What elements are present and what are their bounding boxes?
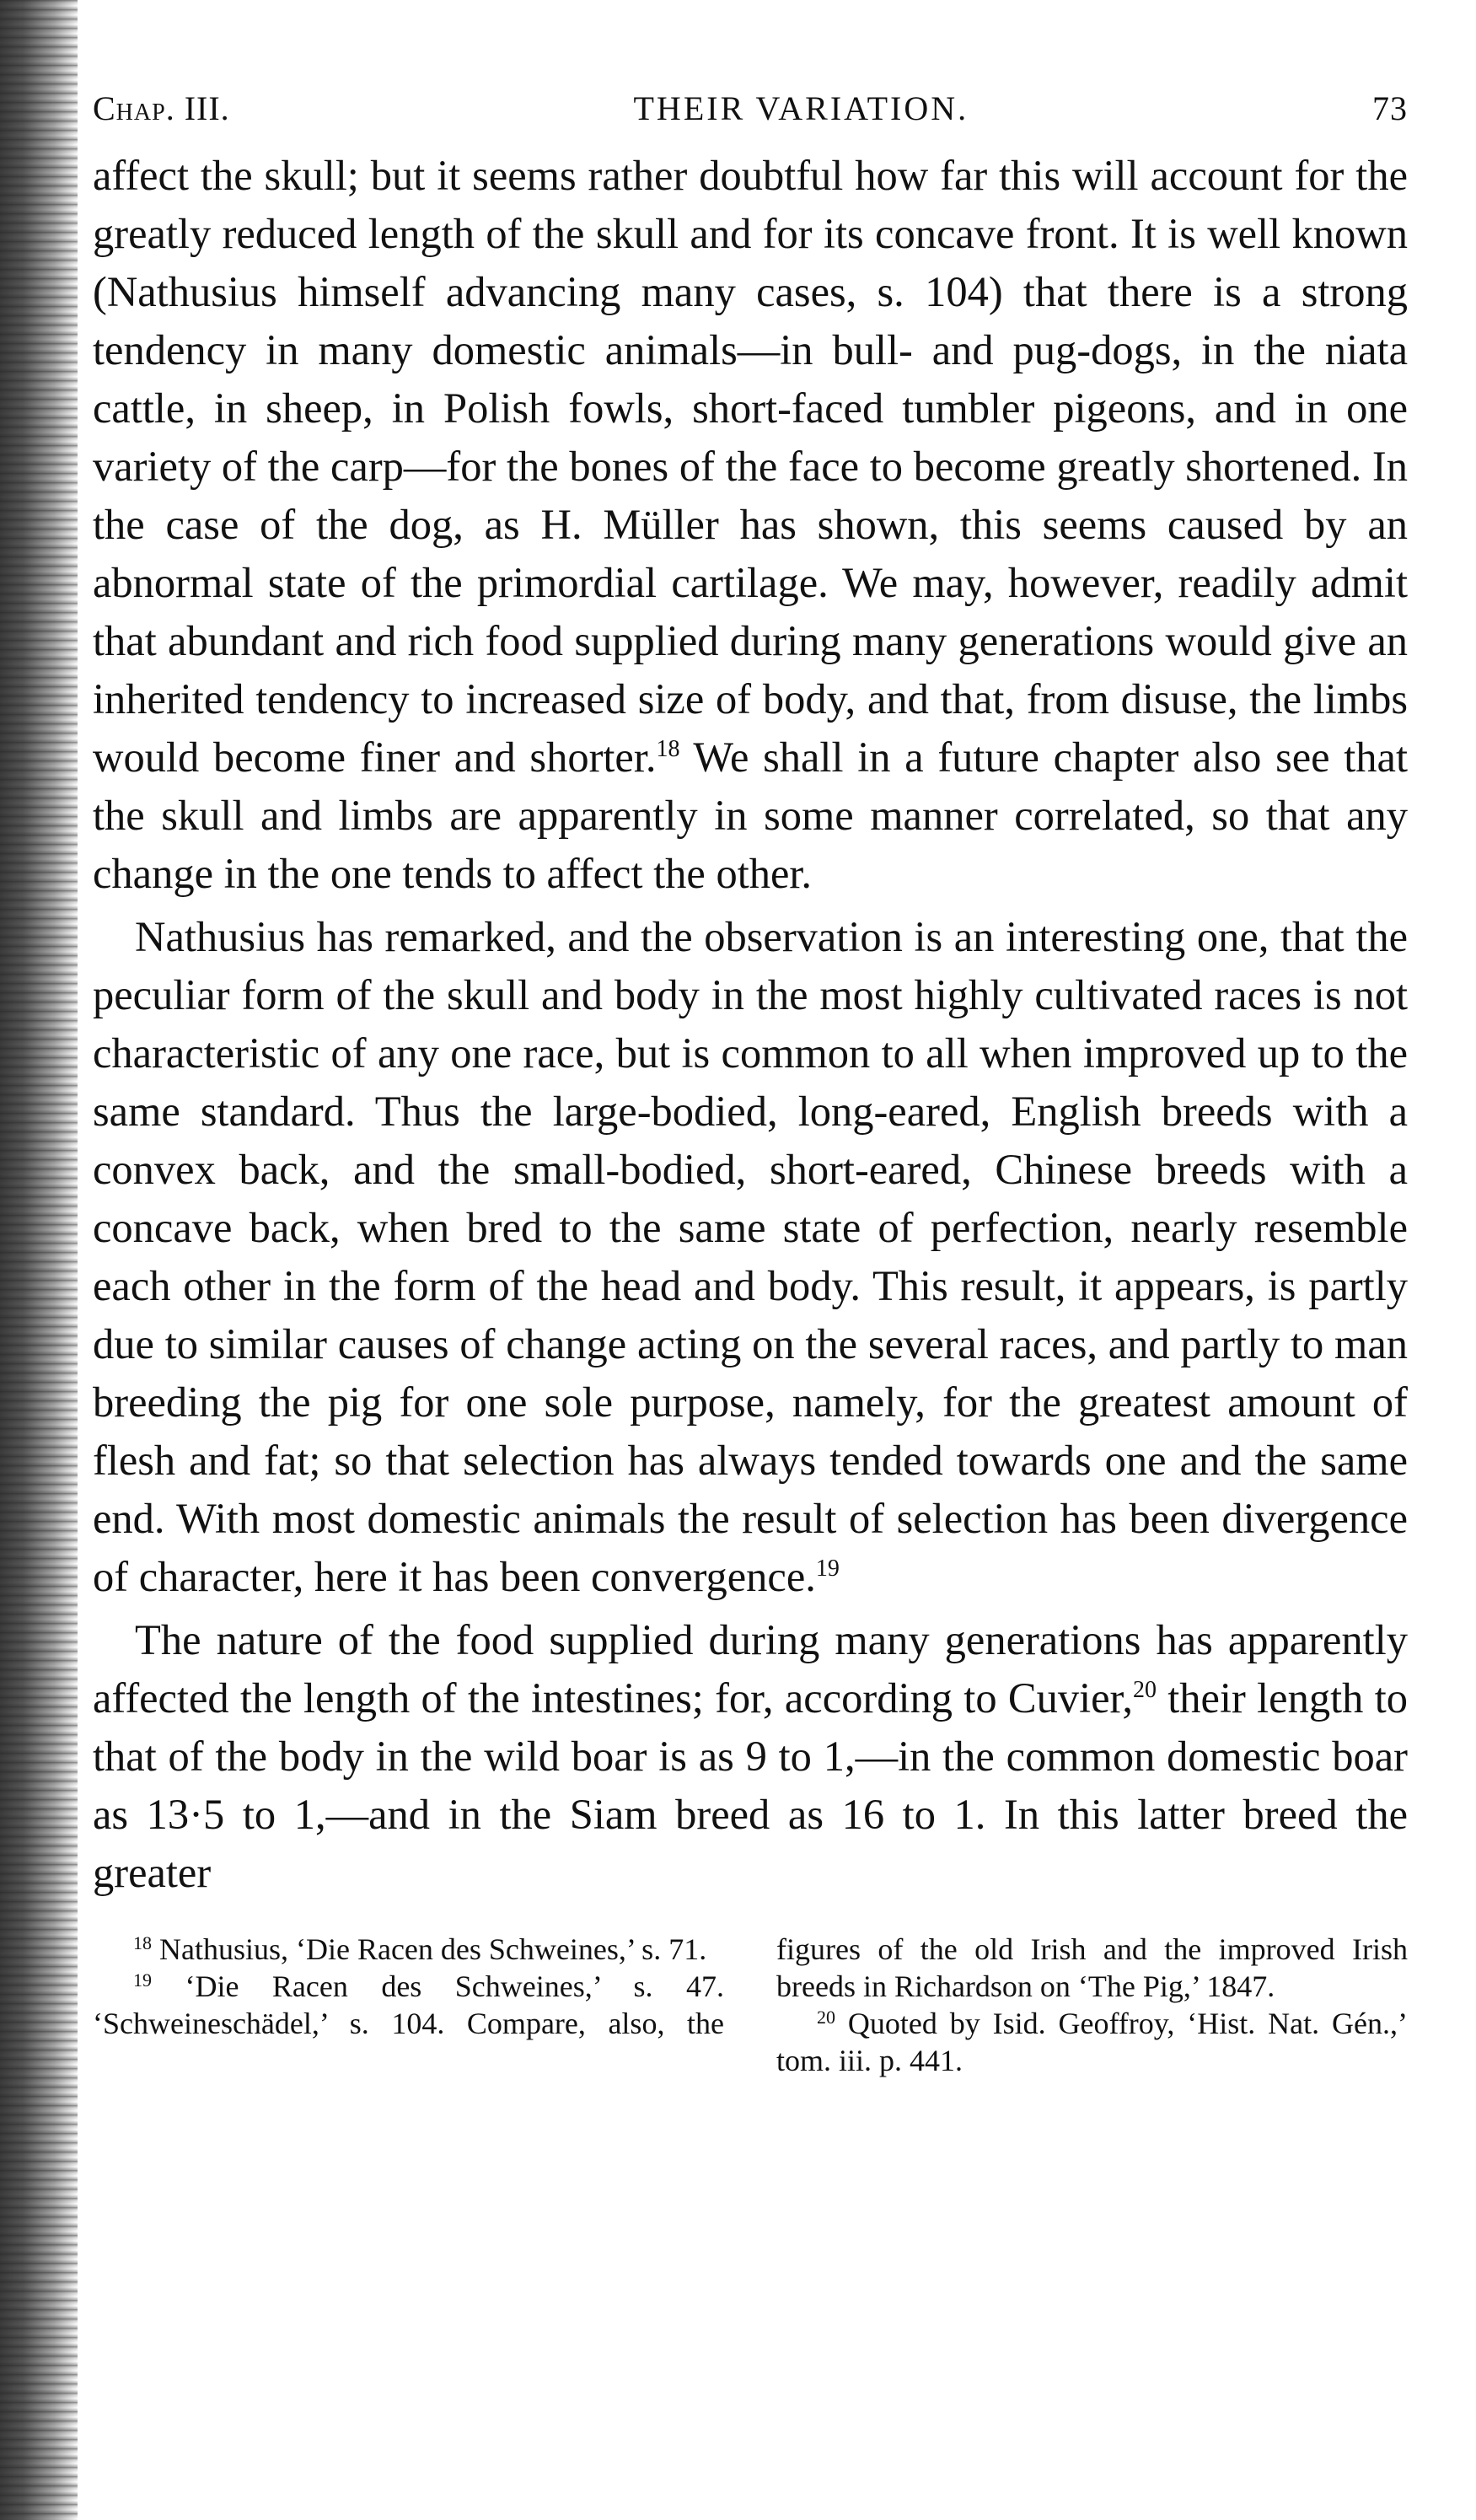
footnote-ref-19: 19: [815, 1556, 840, 1582]
footnote-20: [776, 2005, 1408, 2079]
page-binding-edge: [0, 0, 78, 2520]
paragraph-3: [93, 1611, 1408, 1902]
footnote-number: 19: [133, 1969, 152, 1991]
chapter-label: Chap. III.: [93, 89, 230, 127]
footnote-number: 20: [817, 2007, 835, 2028]
paragraph-1: [93, 147, 1408, 903]
footnote-number: 18: [133, 1932, 152, 1953]
footnotes: [93, 1931, 1408, 2079]
footnote-ref-20: 20: [1132, 1677, 1157, 1703]
page-number: 73: [1371, 89, 1408, 127]
running-head: [93, 89, 1408, 128]
footnote-text: Quoted by Isid. Geoffroy, ‘Hist. Nat. Gén.,’ tom. iii. p. 441.: [776, 2007, 1408, 2077]
paragraph-1-text-cont: We shall in a future chapter also see that the skull and limbs are apparently in some manner correlated, so that any change in the one tends to affect the other.: [93, 733, 1408, 897]
running-title: THEIR VARIATION.: [633, 89, 969, 127]
paragraph-2-text: Nathusius has remarked, and the observation is an interesting one, that the peculiar form of the skull and body in the most highly cultivated races is not characteristic of any one race, but is common to all when improved up to the same standard. Thus the large-bodied, long-eared, English breeds with a convex back, and the small-bodied, short-eared, Chinese breeds with a concave back, when bred to the same state of perfection, nearly resemble each other in the form of the head and body. This result, it appears, is partly due to similar causes of change acting on the several races, and partly to man breeding the pig for one sole purpose, namely, for the greatest amount of flesh and fat; so that selection has always tended towards one and the same end. With most domestic animals the result of selection has been divergence of character, here it has been convergence.: [93, 913, 1408, 1600]
book-page: [93, 89, 1408, 2079]
paragraph-2: [93, 908, 1408, 1606]
footnote-18: [93, 1931, 724, 1968]
footnote-ref-18: 18: [656, 736, 680, 762]
paragraph-3-text: The nature of the food supplied during many generations has apparently affected the length of the intestines; for, according to Cuvier,: [93, 1616, 1408, 1722]
paragraph-3-text-cont: their length to that of the body in the wild boar is as 9 to 1,—in the common domestic boar as 13·5 to 1,—and in the Siam breed as 16 to 1. In this latter breed the greater: [93, 1674, 1408, 1896]
paragraph-1-text: affect the skull; but it seems rather doubtful how far this will account for the greatly reduced length of the skull and for its concave front. It is well known (Nathusius himself advancing many cases, s. 104) that there is a strong tendency in many domestic animals—in bull- and pug-dogs, in the niata cattle, in sheep, in Polish fowls, short-faced tumbler pigeons, and in one variety of the carp—for the bones of the face to become greatly shortened. In the case of the dog, as H. Müller has shown, this seems caused by an abnormal state of the primordial cartilage. We may, however, readily admit that abundant and rich food supplied during many generations would give an inherited tendency to increased size of body, and that, from disuse, the limbs would become finer and shorter.: [93, 152, 1408, 781]
footnote-text: ‘Die Racen des Schweines,’ s. 47. ‘Schweineschädel,’ s. 104. Compare, also, the figures of the old Irish and the improved Irish breeds in Richardson on ‘The Pig,’ 1847.: [93, 1932, 1408, 2040]
footnote-text: Nathusius, ‘Die Racen des Schweines,’ s. 71.: [152, 1932, 707, 1966]
body-text: [93, 147, 1408, 1902]
